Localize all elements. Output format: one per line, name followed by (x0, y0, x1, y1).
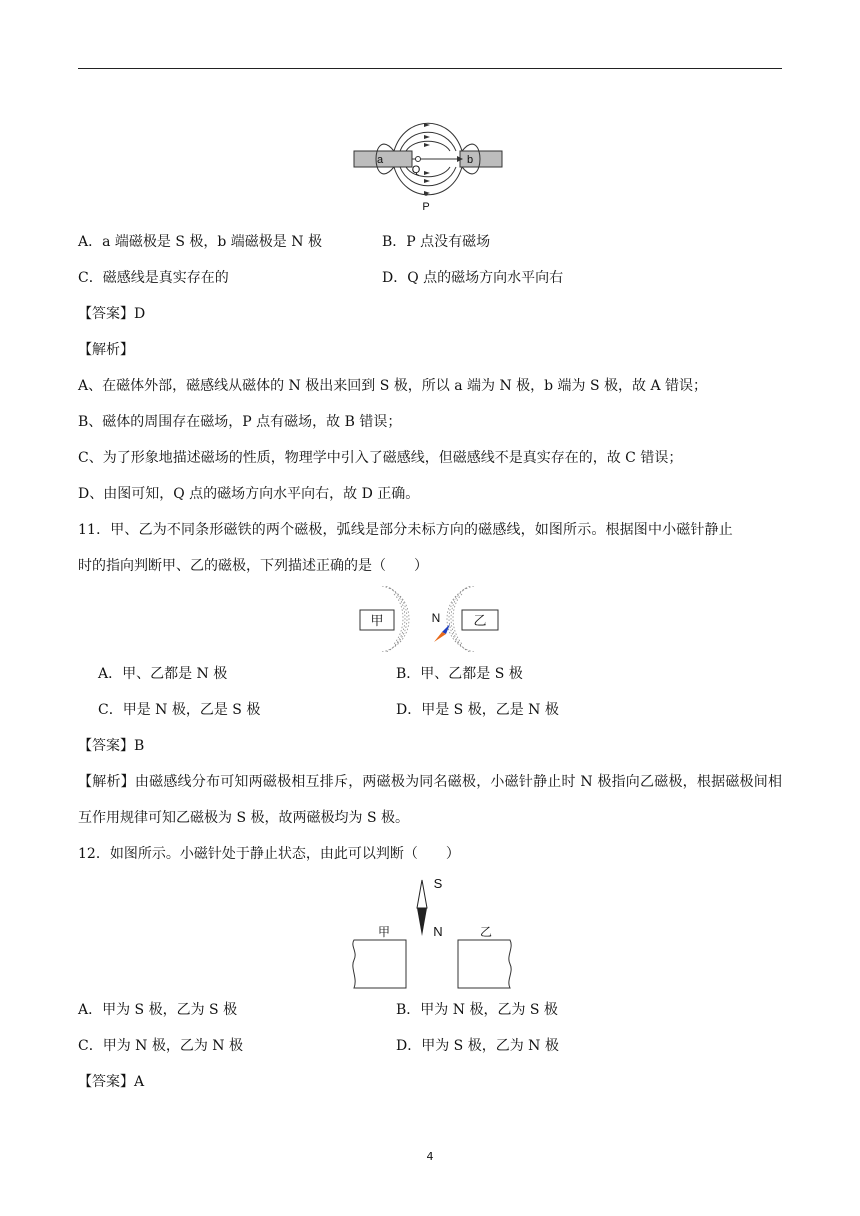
q12-answer: 【答案】A (78, 1074, 145, 1090)
q12-option-c: C．甲为 N 极，乙为 N 极 (78, 1038, 244, 1054)
q10-analysis-d: D、由图可知，Q 点的磁场方向水平向右，故 D 正确。 (78, 486, 420, 502)
figure-two-poles (356, 586, 502, 652)
q10-analysis-b: B、磁体的周围存在磁场，P 点有磁场，故 B 错误； (78, 414, 402, 430)
q10-option-a: A．a 端磁极是 S 极，b 端磁极是 N 极 (78, 234, 322, 250)
label-s: S (433, 876, 443, 891)
label-jia-2: 甲 (377, 925, 391, 939)
magnet-yi (458, 940, 511, 988)
q11-option-d: D．甲是 S 极，乙是 N 极 (396, 702, 559, 718)
q11-option-b: B．甲、乙都是 S 极 (396, 666, 523, 682)
page-number: 4 (426, 1150, 434, 1163)
q12-option-a: A．甲为 S 极，乙为 S 极 (78, 1002, 238, 1018)
needle-n-half (417, 908, 427, 936)
q11-answer: 【答案】B (78, 738, 145, 754)
q10-option-b: B．P 点没有磁场 (382, 234, 491, 250)
q10-analysis-c: C、为了形象地描述磁场的性质，物理学中引入了磁感线，但磁感线不是真实存在的，故 C 错误； (78, 450, 683, 466)
q11-stem-line1: 11．甲、乙为不同条形磁铁的两个磁极，弧线是部分未标方向的磁感线，如图所示。根据图中小磁针静止 (78, 522, 733, 538)
figure-needle-between-magnets (344, 868, 520, 994)
needle-s-half (417, 880, 427, 908)
label-jia: 甲 (370, 614, 384, 629)
q12-option-b: B．甲为 N 极，乙为 S 极 (396, 1002, 558, 1018)
q11-option-a: A．甲、乙都是 N 极 (98, 666, 228, 682)
figure-bar-magnet-field (350, 112, 506, 216)
label-n: N (433, 924, 443, 939)
label-b: b (466, 154, 474, 166)
header-rule (78, 68, 782, 69)
label-needle-n: N (431, 611, 441, 625)
needle-south (434, 632, 446, 642)
q12-stem: 12．如图所示。小磁针处于静止状态，由此可以判断（ ） (78, 846, 460, 862)
q11-stem-line2: 时的指向判断甲、乙的磁极，下列描述正确的是（ ） (78, 558, 428, 574)
label-p: P (422, 201, 430, 213)
label-q: Q (411, 164, 421, 176)
q11-option-c: C．甲是 N 极，乙是 S 极 (98, 702, 261, 718)
label-yi: 乙 (473, 614, 487, 629)
q10-option-d: D．Q 点的磁场方向水平向右 (382, 270, 564, 286)
q10-analysis-a: A、在磁体外部，磁感线从磁体的 N 极出来回到 S 极，所以 a 端为 N 极，b 端为 S 极，故 A 错误； (78, 378, 708, 394)
q11-analysis: 【解析】由磁感线分布可知两磁极相互排斥，两磁极为同名磁极，小磁针静止时 N 极指向乙磁极，根据磁极间相互作用规律可知乙磁极为 S 极，故两磁极均为 S 极。 (78, 774, 782, 826)
q10-option-c: C．磁感线是真实存在的 (78, 270, 229, 286)
q10-analysis-title: 【解析】 (78, 342, 134, 358)
q10-answer: 【答案】D (78, 306, 146, 322)
magnet-jia (353, 940, 406, 988)
label-a: a (376, 154, 384, 166)
q12-option-d: D．甲为 S 极，乙为 N 极 (396, 1038, 559, 1054)
label-yi-2: 乙 (479, 925, 493, 939)
